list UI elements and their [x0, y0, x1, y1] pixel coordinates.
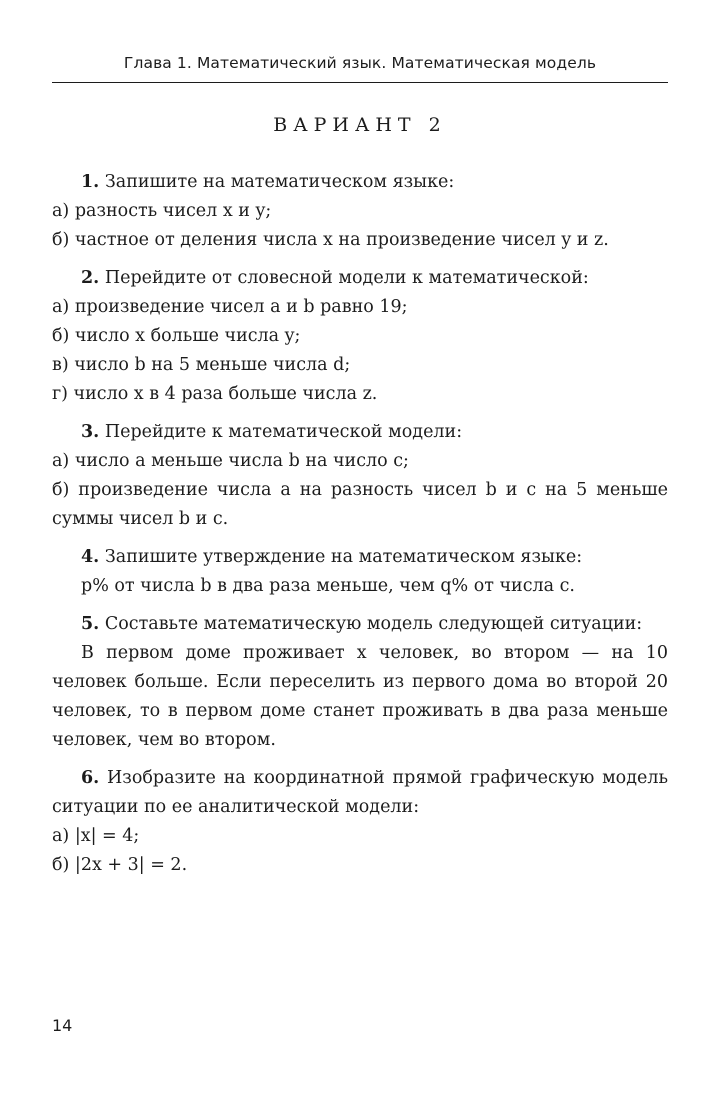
- task-instruction: Перейдите к математической модели:: [104, 422, 463, 442]
- task-2-heading: [52, 264, 668, 293]
- page-number: 14: [52, 1016, 73, 1035]
- task-number: 2.: [81, 268, 100, 288]
- running-head: Глава 1. Математический язык. Математическая модель: [123, 54, 597, 72]
- task-6-item-a: а) |x| = 4;: [52, 826, 140, 846]
- task-instruction: Перейдите от словесной модели к математической:: [104, 268, 589, 288]
- task-number: 4.: [81, 547, 100, 567]
- task-3-heading: [52, 418, 668, 447]
- header-rule: [52, 82, 668, 83]
- task-instruction: Составьте математическую модель следующей ситуации:: [104, 614, 643, 634]
- task-6-heading: [52, 764, 668, 822]
- task-3-item-b: б) произведение числа a на разность чисел b и c на 5 меньше суммы чисел b и c.: [52, 480, 668, 529]
- task-1: [52, 168, 668, 255]
- task-1-item-b: б) частное от деления числа x на произведение чисел y и z.: [52, 230, 609, 250]
- task-1-item-a: а) разность чисел x и y;: [52, 201, 272, 221]
- task-2-item-b: б) число x больше числа y;: [52, 326, 301, 346]
- task-number: 3.: [81, 422, 100, 442]
- task-instruction: Запишите утверждение на математическом языке:: [104, 547, 583, 567]
- task-2-item-a: а) произведение чисел a и b равно 19;: [52, 297, 408, 317]
- task-instruction: Изобразите на координатной прямой графическую модель ситуации по ее аналитической модели:: [52, 768, 668, 817]
- task-number: 6.: [81, 768, 100, 788]
- task-5-situation: В первом доме проживает x человек, во втором — на 10 человек больше. Если переселить из первого дома во второй 20 человек, то в первом доме станет проживать в два раза меньше человек, чем во втором.: [52, 643, 668, 750]
- task-list: [52, 168, 668, 889]
- task-2-item-c: в) число b на 5 меньше числа d;: [52, 355, 351, 375]
- task-3-item-a: а) число a меньше числа b на число c;: [52, 451, 409, 471]
- task-4-heading: [52, 543, 668, 572]
- task-2: [52, 264, 668, 409]
- task-instruction: Запишите на математическом языке:: [104, 172, 455, 192]
- variant-title: ВАРИАНТ 2: [273, 114, 447, 136]
- task-number: 1.: [81, 172, 100, 192]
- task-3: [52, 418, 668, 534]
- task-6: [52, 764, 668, 880]
- task-1-heading: [52, 168, 668, 197]
- task-4-statement: p% от числа b в два раза меньше, чем q% от числа c.: [81, 576, 575, 596]
- task-2-item-d: г) число x в 4 раза больше числа z.: [52, 384, 378, 404]
- task-5: [52, 610, 668, 755]
- task-4: [52, 543, 668, 601]
- task-number: 5.: [81, 614, 100, 634]
- task-6-item-b: б) |2x + 3| = 2.: [52, 855, 188, 875]
- task-5-heading: [52, 610, 668, 639]
